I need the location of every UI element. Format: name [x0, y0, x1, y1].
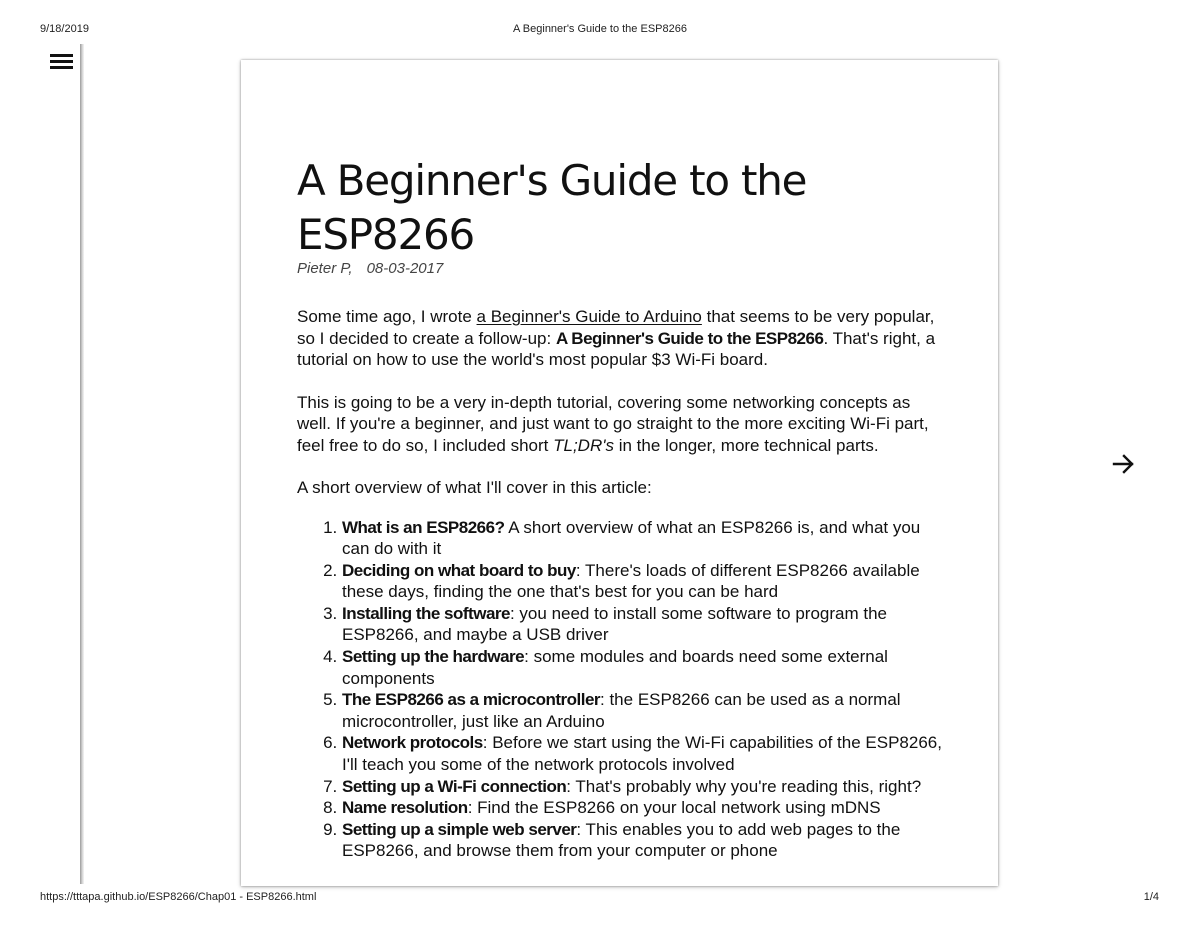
author: Pieter P,: [297, 260, 353, 277]
list-item-title: Setting up a Wi-Fi connection: [342, 776, 567, 796]
intro-1-middle: that seems to be very popular, so I decided to create a follow-up:: [297, 307, 935, 348]
list-item-text: : That's probably why you're reading this, right?: [566, 776, 922, 796]
intro-2-italic: TL;DR's: [553, 435, 614, 455]
list-item: [342, 560, 947, 603]
arrow-right-icon-graphic: [1111, 452, 1137, 476]
list-item-title: Setting up a simple web server: [342, 819, 577, 839]
list-item: [342, 517, 947, 560]
list-item-text: A short overview of what an ESP8266 is, and what you can do with it: [342, 517, 921, 559]
intro-1-bold: A Beginner's Guide to the ESP8266: [555, 328, 824, 348]
print-footer-page-number: 1/4: [1143, 891, 1159, 903]
intro-1-before: Some time ago, I wrote: [297, 307, 477, 326]
list-item-title: Network protocols: [342, 733, 483, 753]
list-item-text: : Find the ESP8266 on your local network using mDNS: [467, 798, 881, 818]
intro-paragraph-1: [297, 306, 947, 371]
list-item-text: : There's loads of different ESP8266 available these days, finding the one that's best for you can be hard: [342, 560, 920, 602]
list-item-text: : Before we start using the Wi-Fi capabilities of the ESP8266, I'll teach you some of the network protocols involved: [342, 733, 942, 775]
intro-2-after: in the longer, more technical parts.: [613, 435, 879, 455]
list-item-text: : you need to install some software to program the ESP8266, and maybe a USB driver: [342, 603, 888, 645]
print-header-title: A Beginner's Guide to the ESP8266: [513, 23, 687, 35]
list-item-text: : some modules and boards need some external components: [342, 647, 888, 688]
sidebar-edge: [80, 44, 84, 884]
hamburger-menu-icon[interactable]: [50, 52, 74, 72]
arrow-right-icon[interactable]: [1111, 452, 1137, 476]
list-item-text: : the ESP8266 can be used as a normal microcontroller, just like an Arduino: [342, 690, 901, 731]
list-item: [342, 603, 947, 646]
list-item: [342, 776, 947, 798]
article-content: [297, 154, 947, 862]
list-item-title: Setting up the hardware: [342, 647, 525, 667]
list-item-title: Deciding on what board to buy: [342, 560, 576, 580]
list-item-title: Installing the software: [342, 603, 510, 623]
print-footer-url: https://tttapa.github.io/ESP8266/Chap01 - ESP8266.html: [40, 891, 317, 903]
list-item-title: The ESP8266 as a microcontroller: [342, 690, 601, 710]
intro-paragraph-2: [297, 392, 947, 457]
publish-date: 08-03-2017: [366, 260, 444, 277]
byline: [297, 260, 947, 277]
overview-list: [297, 517, 947, 863]
list-item: [342, 819, 947, 862]
list-item: [342, 646, 947, 689]
page-title: [297, 154, 947, 262]
intro-2-before: This is going to be a very in-depth tutorial, covering some networking concepts as well. If you're a beginner, and just want to go straight to the more exciting Wi-Fi part, feel free to do so, I included short: [297, 392, 929, 455]
page-title-line-1: A Beginner's Guide to the: [297, 156, 807, 205]
arduino-guide-link[interactable]: a Beginner's Guide to Arduino: [476, 307, 702, 326]
list-item: [342, 797, 947, 819]
list-item: [342, 689, 947, 732]
intro-1-after: . That's right, a tutorial on how to use the world's most popular $3 Wi-Fi board.: [297, 328, 936, 369]
list-item-title: What is an ESP8266?: [342, 517, 505, 537]
list-item-title: Name resolution: [342, 798, 468, 818]
print-header-date: 9/18/2019: [40, 23, 89, 35]
overview-intro: A short overview of what I'll cover in this article:: [297, 478, 652, 497]
article-page: [241, 60, 998, 886]
list-item-text: : This enables you to add web pages to the ESP8266, and browse them from your computer or phone: [342, 819, 901, 861]
page-title-line-2: ESP8266: [297, 210, 475, 259]
list-item: [342, 732, 947, 775]
